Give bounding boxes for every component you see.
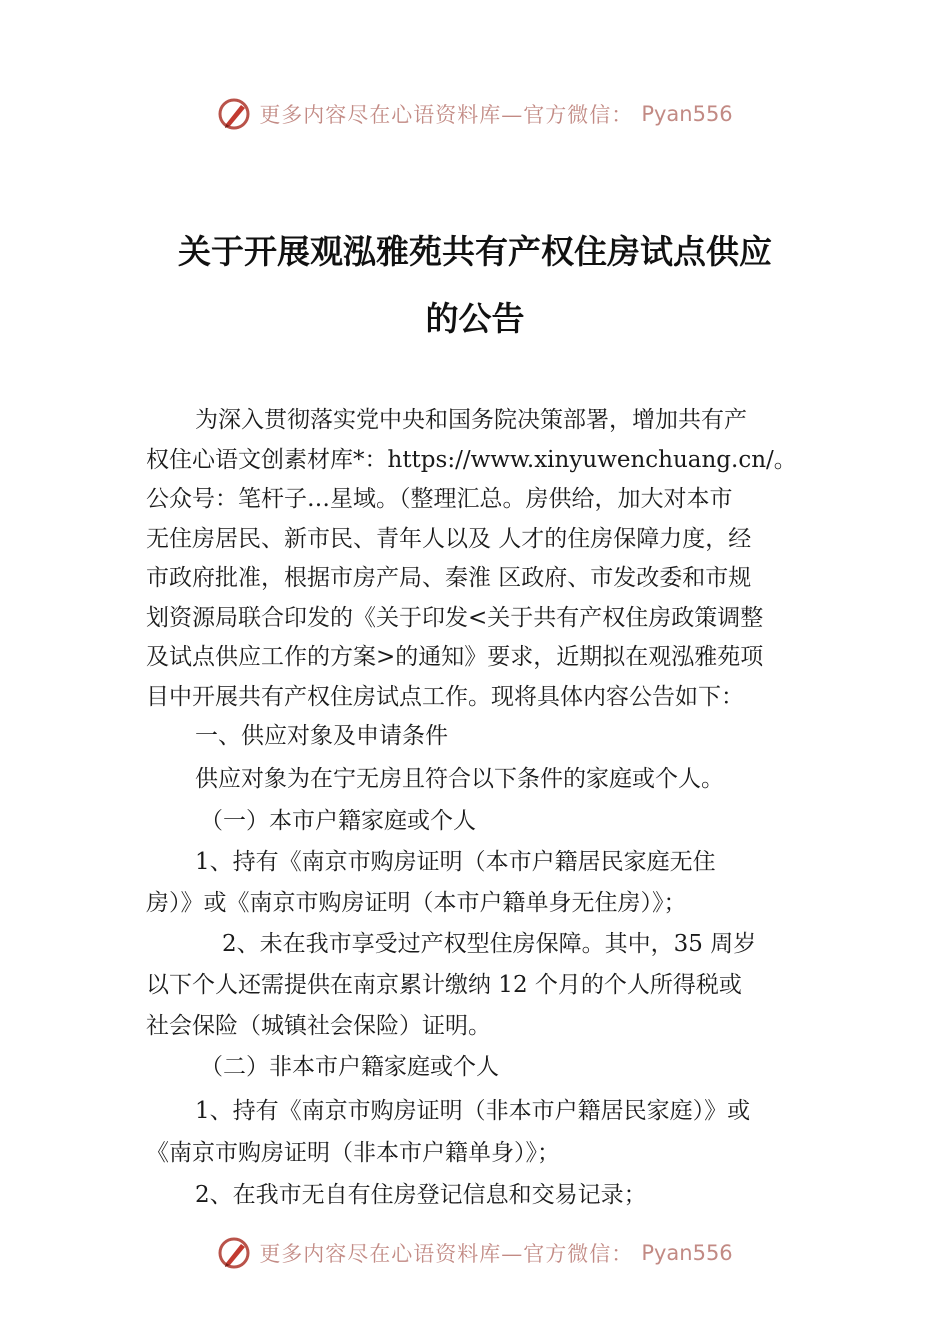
subsection-heading: （二）非本市户籍家庭或个人 (200, 1054, 499, 1080)
list-item-continued: 以下个人还需提供在南京累计缴纳 12 个月的个人所得税或 (146, 972, 742, 998)
body-line: 目中开展共有产权住房试点工作。现将具体内容公告如下： (146, 684, 744, 710)
watermark-wechat-id: Pyan556 (641, 102, 733, 126)
watermark-text: 更多内容尽在心语资料库—官方微信： (259, 103, 634, 127)
body-line: 无住房居民、新市民、青年人以及 人才的住房保障力度，经 (146, 526, 752, 552)
list-item-continued: 房）》或《南京市购房证明（本市户籍单身无住房）》； (146, 890, 687, 916)
pen-logo-icon (217, 97, 251, 131)
body-line: 划资源局联合印发的《关于印发<关于共有产权住房政策调整 (146, 605, 764, 631)
list-item: 1、持有《南京市购房证明（非本市户籍居民家庭）》或 (195, 1098, 751, 1124)
list-item: 2、未在我市享受过产权型住房保障。其中，35 周岁 (222, 931, 757, 957)
body-line: 及试点供应工作的方案>的通知》要求，近期拟在观泓雅苑项 (146, 644, 764, 670)
body-line: 市政府批准，根据市房产局、秦淮 区政府、市发改委和市规 (146, 565, 752, 591)
list-item-continued: 《南京市购房证明（非本市户籍单身）》； (146, 1140, 560, 1166)
body-line: 为深入贯彻落实党中央和国务院决策部署，增加共有产 (195, 407, 747, 433)
list-item: 1、持有《南京市购房证明（本市户籍居民家庭无住 (195, 849, 716, 875)
watermark-header (0, 94, 950, 134)
body-line: 权住心语文创素材库*：https://www.xinyuwenchuang.cn/。 (146, 447, 797, 473)
document-title-line-2: 的公告 (425, 299, 525, 338)
subsection-heading: （一）本市户籍家庭或个人 (200, 808, 476, 834)
section-heading: 一、供应对象及申请条件 (195, 723, 448, 749)
body-line: 公众号：笔杆子…星域。（整理汇总。房供给，加大对本市 (146, 486, 733, 512)
watermark-footer (0, 1233, 950, 1273)
document-title-line-1: 关于开展观泓雅苑共有产权住房试点供应 (178, 232, 772, 271)
list-item: 2、在我市无自有住房登记信息和交易记录； (195, 1182, 647, 1208)
pen-logo-icon (217, 1236, 251, 1270)
body-line: 供应对象为在宁无房且符合以下条件的家庭或个人。 (195, 766, 724, 792)
watermark-wechat-id: Pyan556 (641, 1241, 733, 1265)
watermark-text: 更多内容尽在心语资料库—官方微信： (259, 1242, 634, 1266)
list-item-continued: 社会保险（城镇社会保险）证明。 (146, 1013, 491, 1039)
